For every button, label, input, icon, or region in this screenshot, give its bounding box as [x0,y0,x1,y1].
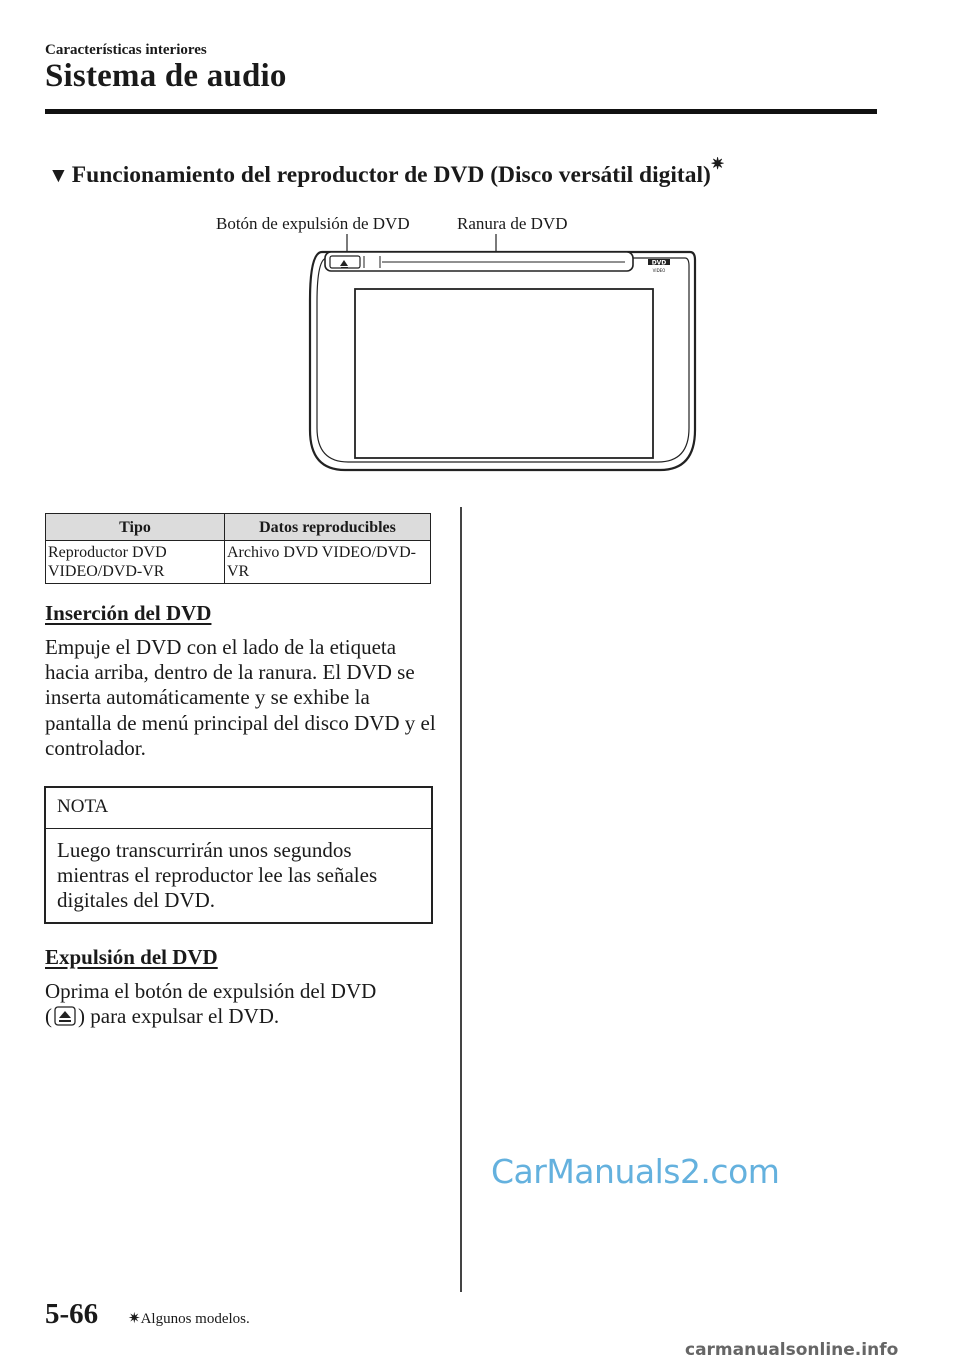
note-box [44,786,433,924]
insert-title: Inserción del DVD [45,601,212,625]
table-row [46,541,431,584]
eject-body [45,979,440,1029]
dvd-player-illustration [300,230,705,480]
page-title: Sistema de audio [45,58,287,94]
eject-title: Expulsión del DVD [45,945,218,969]
footnote-asterisk: ✷ [128,1311,141,1327]
note-title: NOTA [57,796,109,817]
footnote-text: Algunos modelos. [140,1311,250,1327]
eject-body-line1: Oprima el botón de expulsión del DVD [45,979,377,1003]
svg-text:VIDEO: VIDEO [652,268,666,273]
page-number: 5-66 [45,1298,99,1330]
label-eject-button: Botón de expulsión de DVD [216,214,410,233]
section-heading [48,158,724,189]
label-dvd-slot: Ranura de DVD [457,214,568,233]
display-screen [355,289,653,458]
eject-paren: ( [45,1004,52,1029]
table-header-row [46,514,431,541]
footnote [128,1309,250,1328]
note-body: Luego transcurrirán unos segundos mientras el reproductor lee las señales digitales del DVD. [57,838,378,913]
heading-text: Funcionamiento del reproductor de DVD (Disco versátil digital) [71,161,711,188]
table-header-datos: Datos reproducibles [225,514,431,541]
playable-data-table [45,513,431,584]
column-divider [460,507,462,1292]
footer-site-watermark: carmanualsonline.info [685,1340,899,1360]
note-header [46,788,431,829]
table-header-tipo: Tipo [46,514,225,541]
heading-asterisk: ✷ [710,156,725,173]
eject-body-line2: ) para expulsar el DVD. [78,1004,280,1029]
insert-body: Empuje el DVD con el lado de la etiqueta hacia arriba, dentro de la ranura. El DVD se inserta automáticamente y se exhibe la pantalla de menú principal del disco DVD y el controlador. [45,635,436,760]
title-rule [45,109,877,114]
section-label: Características interiores [45,42,207,58]
heading-marker-icon: ▼ [48,162,69,187]
table-cell-tipo: Reproductor DVD VIDEO/DVD-VR [46,541,225,584]
table-cell-datos: Archivo DVD VIDEO/DVD-VR [225,541,431,584]
svg-text:DVD: DVD [651,259,667,267]
watermark-carmanuals2: CarManuals2.com [491,1152,780,1191]
eject-icon [54,1006,76,1026]
